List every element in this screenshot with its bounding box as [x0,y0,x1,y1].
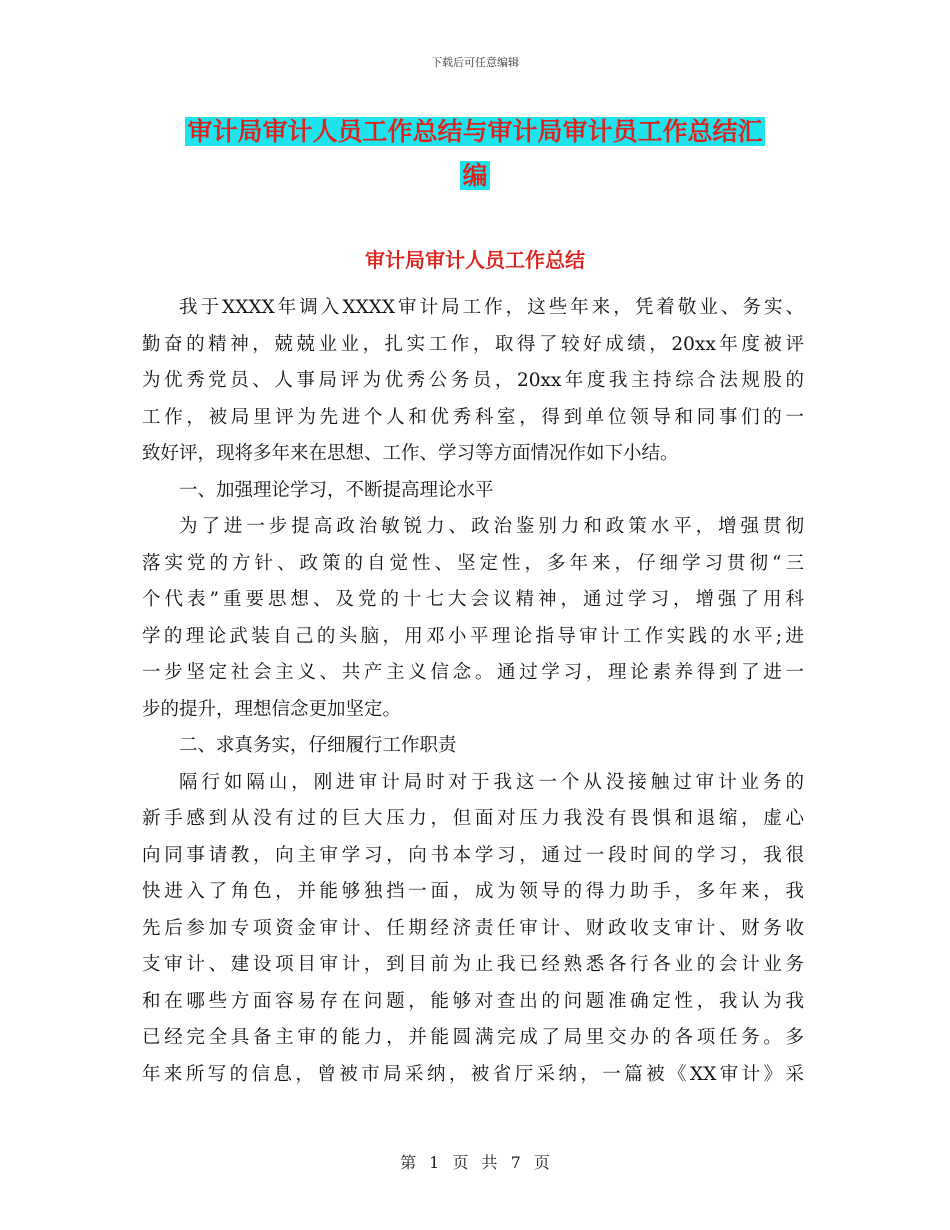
paragraph-line: 年来所写的信息，曾被市局采纳，被省厅采纳，一篇被《XX审计》采 [142,1063,804,1085]
paragraph-line: 我于XXXX年调入XXXX审计局工作，这些年来，凭着敬业、务实、 [179,297,804,318]
paragraph-line: 工作，被局里评为先进个人和优秀科室，得到单位领导和同事们的一 [142,406,804,428]
paragraph-line: 勤奋的精神，兢兢业业，扎实工作，取得了较好成绩，20xx年度被评 [142,333,804,355]
subheading: 二、求真务实，仔细履行工作职责 [179,735,457,756]
paragraph-line: 快进入了角色，并能够独挡一面，成为领导的得力助手，多年来，我 [142,881,804,902]
paragraph-line: 一步坚定社会主义、共产主义信念。通过学习，理论素养得到了进一 [142,662,804,683]
section-title: 审计局审计人员工作总结 [365,248,585,272]
document-title-line-2: 编 [462,161,488,190]
paragraph-line: 个代表”重要思想、及党的十七大会议精神，通过学习，增强了用科 [142,589,804,610]
document-title-line-1: 审计局审计人员工作总结与审计局审计员工作总结汇 [187,117,763,146]
paragraph-line: 为优秀党员、人事局评为优秀公务员，20xx年度我主持综合法规股的 [142,370,804,391]
paragraph-line: 为了进一步提高政治敏锐力、政治鉴别力和政策水平，增强贯彻 [179,516,804,537]
paragraph-line: 先后参加专项资金审计、任期经济责任审计、财政收支审计、财务收 [142,917,804,939]
body-text [142,290,804,1093]
paragraph-line: 新手感到从没有过的巨大压力，但面对压力我没有畏惧和退缩，虚心 [142,808,804,829]
paragraph-line: 致好评，现将多年来在思想、工作、学习等方面情况作如下小结。 [142,443,679,464]
header-note: 下载后可任意编辑 [431,56,519,69]
paragraph-line: 步的提升，理想信念更加坚定。 [142,698,402,720]
paragraph-line: 支审计、建设项目审计，到目前为止我已经熟悉各行各业的会计业务 [142,954,804,975]
paragraph-line: 向同事请教，向主审学习，向书本学习，通过一段时间的学习，我很 [142,844,804,866]
paragraph-line: 学的理论武装自己的头脑，用邓小平理论指导审计工作实践的水平;进 [142,625,804,647]
paragraph-line: 隔行如隔山，刚进审计局时对于我这一个从没接触过审计业务的 [179,771,804,793]
subheading: 一、加强理论学习，不断提高理论水平 [179,479,494,501]
page-number-footer: 第 1 页 共 7 页 [400,1153,550,1172]
paragraph-line: 落实党的方针、政策的自觉性、坚定性，多年来，仔细学习贯彻“三 [142,552,804,574]
paragraph-line: 和在哪些方面容易存在问题，能够对查出的问题准确定性，我认为我 [142,990,804,1012]
paragraph-line: 已经完全具备主审的能力，并能圆满完成了局里交办的各项任务。多 [142,1027,804,1048]
document-title [140,110,810,198]
